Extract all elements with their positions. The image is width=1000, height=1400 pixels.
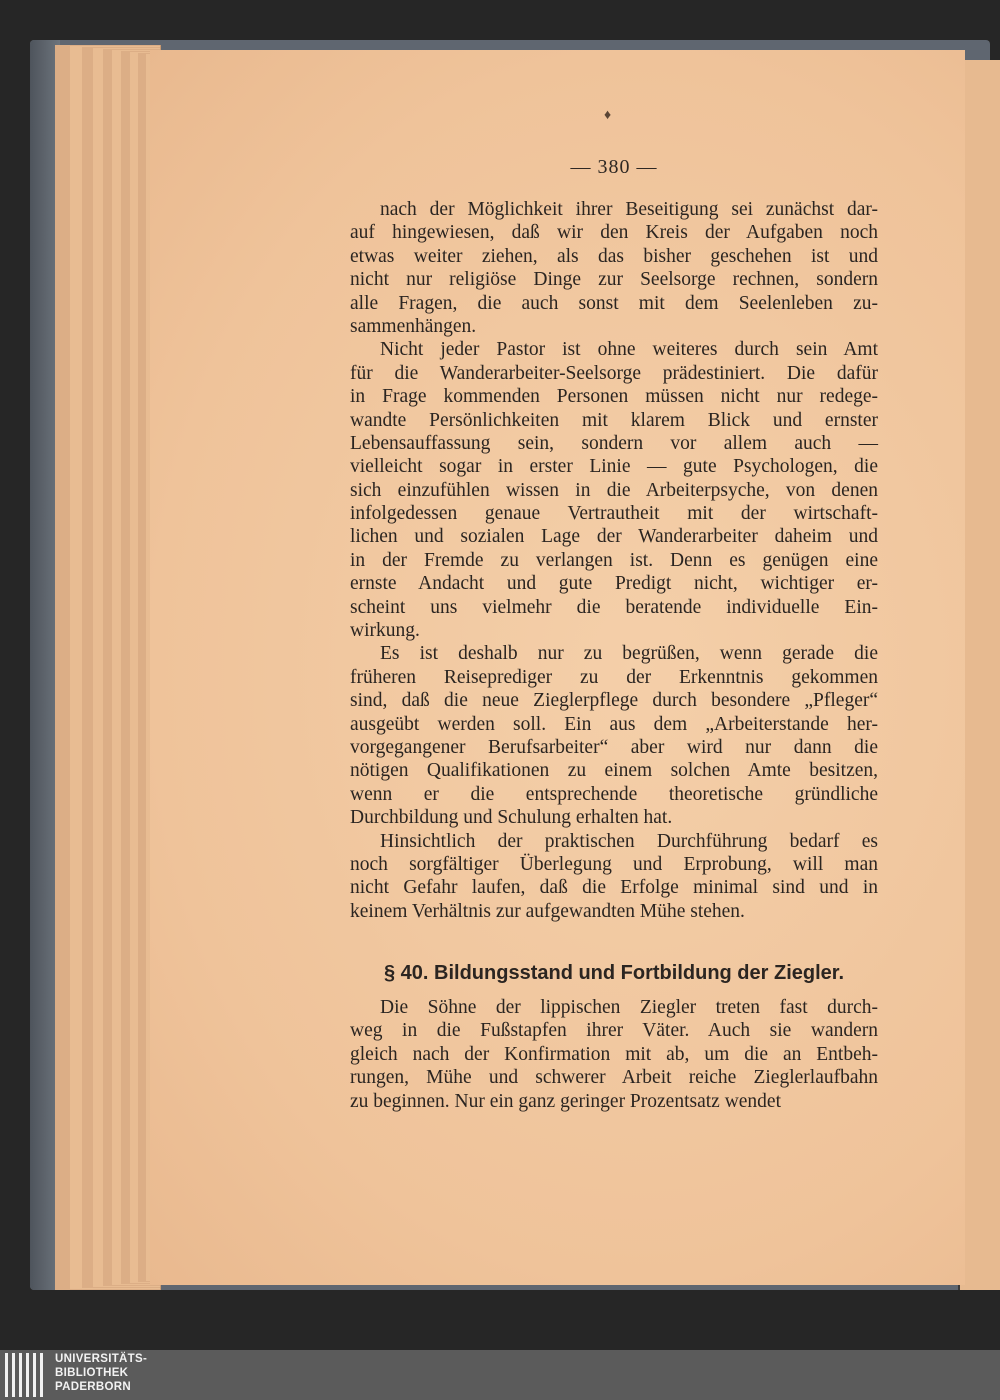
text-line: lichen und sozialen Lage der Wanderarbeiter daheim und: [350, 526, 878, 548]
text-line: wandte Persönlichkeiten mit klarem Blick und ernster: [350, 409, 878, 431]
text-line: nötigen Qualifikationen zu einem solchen Amte besitzen,: [350, 760, 878, 782]
text-line: Durchbildung und Schulung erhalten hat.: [350, 807, 673, 829]
text-line: für die Wanderarbeiter-Seelsorge prädestiniert. Die dafür: [350, 362, 878, 384]
section-heading: § 40. Bildungsstand und Fortbildung der Ziegler.: [383, 962, 845, 984]
text-line: nicht nur religiöse Dinge zur Seelsorge rechnen, sondern: [350, 269, 878, 291]
text-line: sich einzufühlen wissen in die Arbeiterpsyche, von denen: [350, 479, 878, 501]
text-line: in der Fremde zu verlangen ist. Denn es genügen eine: [350, 549, 878, 571]
text-line: infolgedessen genaue Vertrautheit mit der wirtschaft-: [350, 503, 878, 525]
text-line: sammenhängen.: [350, 315, 477, 337]
text-line: scheint uns vielmehr die beratende individuelle Ein-: [350, 596, 878, 618]
text-line: wirkung.: [350, 620, 420, 642]
text-line: noch sorgfältiger Überlegung und Erprobung, will man: [350, 853, 878, 875]
text-line: keinem Verhältnis zur aufgewandten Mühe stehen.: [350, 900, 745, 922]
facing-page-edge: [960, 60, 1000, 1290]
text-line: gleich nach der Konfirmation mit ab, um die an Entbeh-: [350, 1043, 878, 1065]
library-name-line-3: PADERBORN: [55, 1381, 131, 1393]
text-line: vorgegangener Berufsarbeiter“ aber wird nur dann die: [350, 736, 878, 758]
text-line: zu beginnen. Nur ein ganz geringer Prozentsatz wendet: [350, 1090, 781, 1112]
library-name-line-1: UNIVERSITÄTS-: [55, 1353, 148, 1365]
text-line: nach der Möglichkeit ihrer Beseitigung sei zunächst dar-: [380, 199, 878, 220]
ornament-mark: ♦: [604, 108, 612, 123]
text-line: sind, daß die neue Zieglerpflege durch besondere „Pfleger“: [350, 690, 878, 712]
section-body-text: [350, 996, 878, 1113]
text-line: Es ist deshalb nur zu begrüßen, wenn gerade die: [380, 643, 878, 665]
text-line: auf hingewiesen, daß wir den Kreis der Aufgaben noch: [350, 222, 878, 244]
text-line: Hinsichtlich der praktischen Durchführung bedarf es: [380, 830, 878, 852]
text-line: alle Fragen, die auch sonst mit dem Seelenleben zu-: [350, 292, 878, 314]
text-line: rungen, Mühe und schwerer Arbeit reiche Zieglerlaufbahn: [350, 1067, 878, 1089]
text-line: in Frage kommenden Personen müssen nicht nur redege-: [350, 386, 878, 408]
library-footer: [0, 1350, 1000, 1400]
library-name-line-2: BIBLIOTHEK: [55, 1367, 129, 1379]
text-line: weg in die Fußstapfen ihrer Väter. Auch sie wandern: [350, 1020, 878, 1042]
body-text: [350, 198, 878, 923]
text-line: nicht Gefahr laufen, daß die Erfolge minimal sind und in: [350, 877, 878, 899]
text-line: ausgeübt werden soll. Ein aus dem „Arbeiterstande her-: [350, 713, 878, 735]
text-line: ernste Andacht und gute Predigt nicht, wichtiger er-: [350, 573, 878, 595]
text-line: wenn er die entsprechende theoretische gründliche: [350, 783, 878, 805]
library-logo-icon: [5, 1353, 50, 1397]
text-line: Die Söhne der lippischen Ziegler treten fast durch-: [380, 997, 878, 1018]
text-line: Nicht jeder Pastor ist ohne weiteres durch sein Amt: [380, 339, 878, 361]
page-number: — 380 —: [570, 156, 658, 178]
text-line: früheren Reiseprediger zu der Erkenntnis gekommen: [350, 666, 878, 688]
text-line: etwas weiter ziehen, als das bisher geschehen ist und: [350, 245, 878, 267]
text-line: vielleicht sogar in erster Linie — gute Psychologen, die: [350, 456, 878, 478]
text-line: Lebensauffassung sein, sondern vor allem auch —: [350, 432, 878, 454]
